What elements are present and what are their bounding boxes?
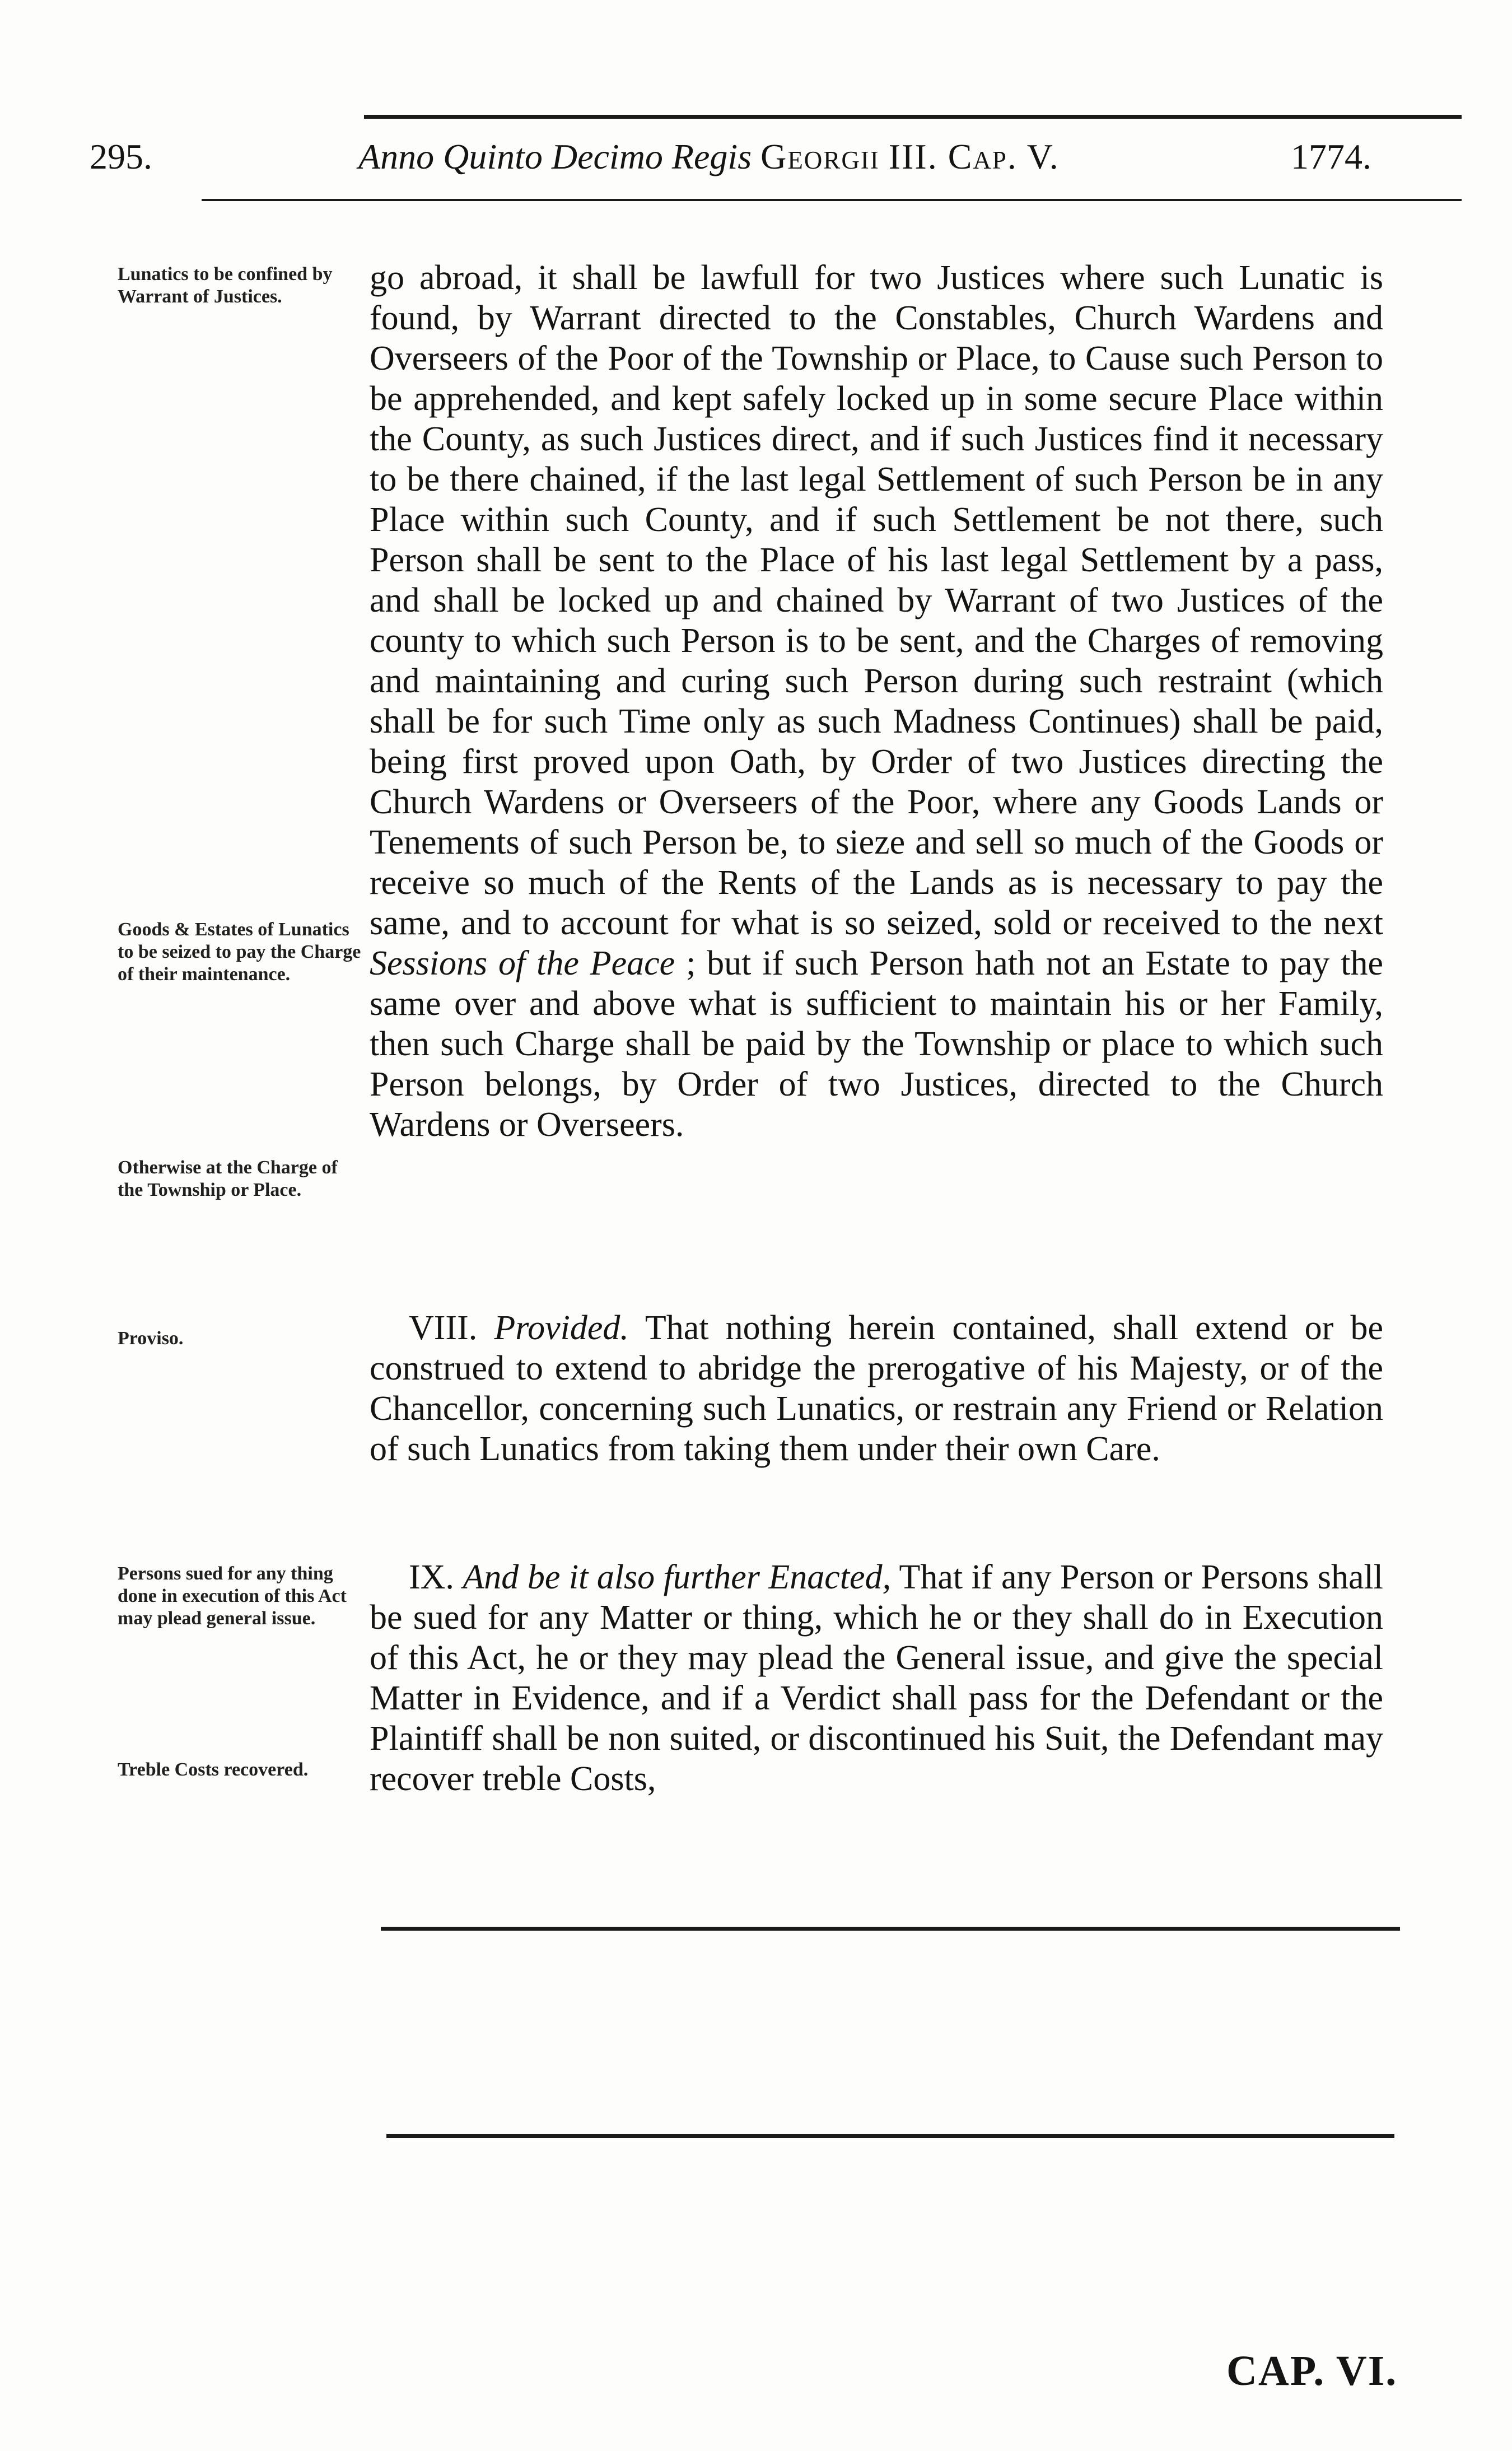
header-rule-top — [364, 115, 1462, 119]
margin-note: Otherwise at the Charge of the Township or Place. — [118, 1157, 338, 1200]
running-head-name: Georgii — [760, 137, 880, 176]
closing-rule — [381, 1927, 1400, 1931]
paragraph-italic: Provided. — [494, 1309, 629, 1347]
margin-note: Goods & Estates of Lunatics to be seized to pay the Charge of their maintenance. — [118, 919, 361, 985]
paragraph-vii-continued — [370, 258, 1383, 1145]
running-head-chapter: III. Cap. V. — [888, 137, 1060, 176]
section-number: IX. — [409, 1558, 454, 1596]
margin-note: Lunatics to be confined by Warrant of Justices. — [118, 264, 333, 307]
section-number: VIII. — [409, 1309, 478, 1347]
paragraph-text: go abroad, it shall be lawfull for two Justices where such Lunatic is found, by Warrant directed to the Constables, Church Wardens and Overseers of the Poor of the Township or Place, to Cause such Person to be apprehended, and kept safely locked up in some secure Place within the County, as such Justices direct, and if such Justices find it necessary to be there chained, if the last legal Settlement of such Person be in any Place within such County, and if such Settlement be not there, such Person shall be sent to the Place of his last legal Settlement by a pass, and shall be locked up and chained by Warrant of two Justices of the county to which such Person is to be sent, and the Charges of removing and maintaining and curing such Person during such restraint (which shall be for such Time only as such Madness Continues) shall be paid, being first proved upon Oath, by Order of two Justices directing the Church Wardens or Overseers of the Poor, where any Goods Lands or Tenements of such Person be, to sieze and sell so much of the Goods or receive so much of the Rents of the Lands as is necessary to pay the same, and to account for what is so seized, sold or received to the next — [370, 259, 1383, 942]
margin-note: Proviso. — [118, 1328, 184, 1349]
margin-note: Treble Costs recovered. — [118, 1759, 309, 1780]
paragraph-viii — [370, 1308, 1383, 1469]
catchword: CAP. VI. — [1226, 2347, 1398, 2394]
year: 1774. — [1291, 137, 1371, 176]
running-head-italic: Anno Quinto Decimo Regis — [358, 137, 752, 176]
paragraph-ix — [370, 1557, 1383, 1799]
page-number: 295. — [90, 137, 152, 176]
paragraph-text: That nothing herein contained, shall extend or be construed to extend to abridge the prerogative of his Majesty, or of the Chancellor, concerning such Lunatics, or restrain any Friend or Relation of such Lunatics from taking them under their own Care. — [370, 1309, 1383, 1468]
paragraph-text: ; but if such Person hath not an Estate to pay the same over and above what is sufficient to maintain his or her Family, then such Charge shall be paid by the Township or place to which such Person belongs, by Order of two Justices, directed to the Church Wardens or Overseers. — [370, 944, 1384, 1144]
closing-rule — [386, 2134, 1394, 2138]
margin-note: Persons sued for any thing done in execution of this Act may plead general issue. — [118, 1563, 347, 1629]
header-rule-bottom — [202, 199, 1462, 201]
paragraph-italic: Sessions of the Peace — [370, 944, 675, 982]
paragraph-text: That if any Person or Persons shall be sued for any Matter or thing, which he or they shall do in Execution of this Act, he or they may plead the General issue, and give the special Matter in Evidence, and if a Verdict shall pass for the Defendant or the Plaintiff shall be non suited, or discontinued his Suit, the Defendant may recover treble Costs, — [370, 1558, 1383, 1798]
paragraph-italic: And be it also further Enacted, — [463, 1558, 892, 1596]
running-head — [358, 139, 1060, 175]
